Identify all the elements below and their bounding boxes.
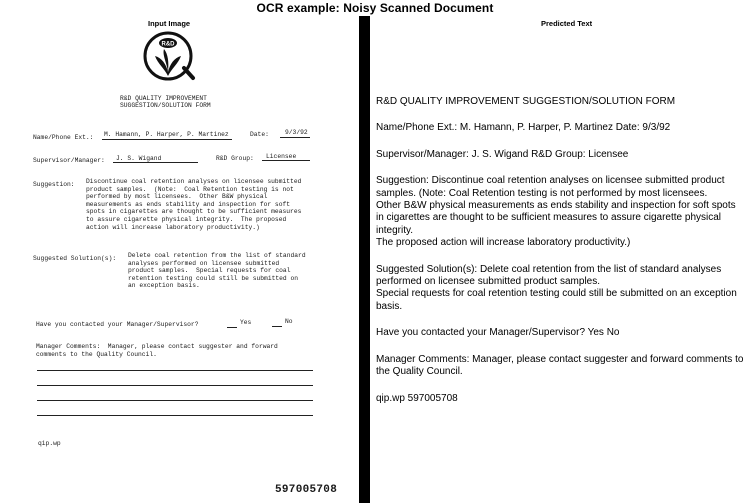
predicted-paragraph-suggestion: Suggestion: Discontinue coal retention analyses on licensee submitted product samples. (Note: Coal Retention testing is not performed by most licensees. Other B&W physical measurements as ends stability and inspection for soft spots in cigarettes are thought to be sufficient measures to assure cigarette physical integrity. The proposed action will increase laboratory productivity.) (376, 175, 736, 249)
footer-code: qip.wp (38, 440, 61, 447)
predicted-paragraph-contact: Have you contacted your Manager/Supervisor? Yes No (376, 327, 620, 339)
predicted-paragraph-comments: Manager Comments: Manager, please contact suggester and forward comments to the Quality Council. (376, 353, 744, 378)
suggestion-line: performed by most licensees. Other B&W physical (86, 193, 268, 201)
contact-question: Have you contacted your Manager/Supervisor? (36, 321, 199, 328)
input-image-label: Input Image (148, 19, 191, 28)
solution-line: an exception basis. (128, 282, 200, 290)
solution-line: product samples. Special requests for coal (128, 267, 291, 275)
solution-line: Delete coal retention from the list of standard (128, 252, 306, 259)
solution-line: retention testing could still be submitted on (128, 274, 299, 282)
scanned-document (0, 0, 360, 503)
solution-label: Suggested Solution(s): (33, 255, 117, 262)
predicted-text-label: Predicted Text (541, 19, 593, 28)
blank-line (37, 370, 313, 371)
predicted-text-panel (376, 96, 748, 419)
suggestion-line: Discontinue coal retention analyses on licensee submitted (86, 178, 302, 185)
predicted-paragraph-title: R&D QUALITY IMPROVEMENT SUGGESTION/SOLUTION FORM (376, 96, 676, 107)
predicted-paragraph-supervisor: Supervisor/Manager: J. S. Wigand R&D Group: Licensee (376, 148, 629, 160)
name-value: M. Hamann, P. Harper, P. Martinez (104, 131, 229, 138)
blank-line (37, 385, 313, 386)
supervisor-value: J. S. Wigand (116, 155, 162, 162)
group-label: R&D Group: (216, 155, 254, 162)
rd-logo-icon (140, 28, 196, 84)
date-value: 9/3/92 (285, 129, 308, 136)
form-title-line-1: R&D QUALITY IMPROVEMENT (120, 95, 207, 102)
suggestion-line: action will increase laboratory productivity.) (86, 223, 260, 231)
group-value: Licensee (266, 153, 297, 160)
doc-number: 597005708 (275, 484, 338, 496)
suggestion-line: spots in cigarettes are thought to be sufficient measures (86, 208, 302, 216)
suggestion-line: to assure cigarette physical integrity. The proposed (86, 216, 287, 223)
solution-line: analyses performed on licensee submitted (128, 259, 280, 267)
yes-label: Yes (240, 319, 252, 326)
supervisor-label: Supervisor/Manager: (33, 157, 105, 164)
blank-line (37, 400, 313, 401)
predicted-paragraph-footer: qip.wp 597005708 (376, 392, 458, 404)
suggestion-line: measurements as ends stability and inspection for soft (86, 200, 291, 208)
suggestion-label: Suggestion: (33, 181, 75, 188)
predicted-paragraph-solution: Suggested Solution(s): Delete coal retention from the list of standard analyses performed on licensee submitted product samples. Special requests for coal retention testing could still be submitted on an exception basis. (376, 263, 737, 312)
blank-line (37, 415, 313, 416)
date-label: Date: (250, 131, 269, 138)
no-label: No (285, 318, 293, 325)
page-title: OCR example: Noisy Scanned Document (256, 1, 494, 15)
comments-line: Manager Comments: Manager, please contact suggester and forward (36, 343, 278, 350)
predicted-paragraph-name: Name/Phone Ext.: M. Hamann, P. Harper, P. Martinez Date: 9/3/92 (376, 122, 671, 134)
suggestion-line: product samples. (Note: Coal Retention testing is not (86, 185, 294, 193)
comments-line: comments to the Quality Council. (36, 350, 157, 358)
logo-text: R&D (161, 41, 175, 48)
form-title-line-2: SUGGESTION/SOLUTION FORM (120, 102, 211, 109)
name-label: Name/Phone Ext.: (33, 134, 94, 141)
panel-divider (359, 16, 370, 503)
